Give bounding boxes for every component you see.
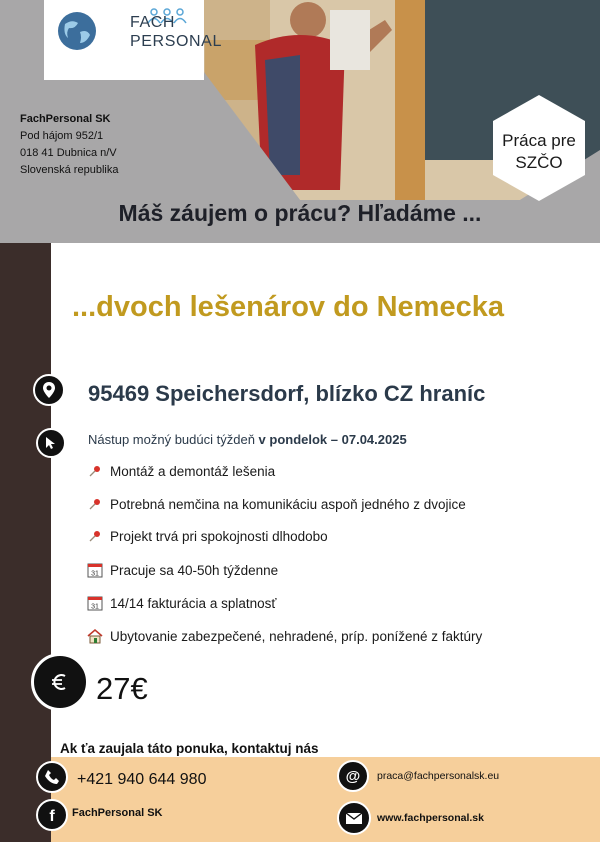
pin-icon <box>86 495 104 513</box>
list-item-text: Potrebná nemčina na komunikáciu aspoň jedného z dvojice <box>110 496 466 512</box>
list-item-text: Ubytovanie zabezpečené, nehradené, príp. ponížené z faktúry <box>110 628 483 644</box>
contact-intro: Ak ťa zaujala táto ponuka, kontaktuj nás <box>60 741 319 756</box>
list-item-text: 14/14 fakturácia a splatnosť <box>110 595 277 611</box>
calendar-icon <box>86 561 104 579</box>
list-item <box>86 627 482 645</box>
pin-icon <box>86 527 104 545</box>
location-pin-icon <box>33 374 65 406</box>
company-street: Pod hájom 952/1 <box>20 130 104 142</box>
header-banner <box>0 0 600 243</box>
pin-icon <box>86 462 104 480</box>
start-highlight: v pondelok – 07.04.2025 <box>258 432 407 447</box>
badge-line-1: Práca pre <box>502 131 576 150</box>
headline: Máš záujem o prácu? Hľadáme ... <box>118 200 482 226</box>
company-address <box>20 111 118 179</box>
logo-wordmark <box>130 13 222 51</box>
email-link[interactable]: praca@fachpersonalsk.eu <box>377 770 500 782</box>
svg-text:f: f <box>49 808 55 823</box>
badge-text <box>489 130 589 174</box>
house-icon <box>86 627 104 645</box>
facebook-link[interactable]: FachPersonal SK <box>72 807 163 819</box>
contact-band <box>51 757 600 842</box>
euro-icon <box>31 653 89 711</box>
company-city: 018 41 Dubnica n/V <box>20 147 117 159</box>
list-item <box>86 495 466 513</box>
facebook-icon <box>36 799 68 831</box>
start-date <box>88 432 407 447</box>
list-item <box>86 527 328 545</box>
badge-line-2: SZČO <box>515 153 563 172</box>
list-item <box>86 594 276 612</box>
envelope-icon <box>337 801 371 835</box>
website-link[interactable]: www.fachpersonal.sk <box>377 812 484 824</box>
svg-text:@: @ <box>345 768 361 784</box>
email-at-icon <box>337 760 369 792</box>
calendar-day: 31 <box>91 603 99 611</box>
cursor-icon <box>36 428 66 458</box>
logo-line-2: PERSONAL <box>130 33 222 50</box>
list-item <box>86 462 275 480</box>
calendar-day: 31 <box>91 570 99 578</box>
phone-icon <box>36 761 68 793</box>
company-name: FachPersonal SK <box>20 113 111 125</box>
start-prefix: Nástup možný budúci týždeň <box>88 432 259 447</box>
price: 27€ <box>96 671 148 706</box>
company-logo <box>44 0 222 80</box>
calendar-icon <box>86 594 104 612</box>
logo-line-1: FACH <box>130 14 176 31</box>
list-item-text: Projekt trvá pri spokojnosti dlhodobo <box>110 528 328 544</box>
job-title: ...dvoch lešenárov do Nemecka <box>72 291 504 323</box>
company-country: Slovenská republika <box>20 164 119 176</box>
list-item-text: Pracuje sa 40-50h týždenne <box>110 562 279 578</box>
list-item <box>86 561 278 579</box>
job-location: 95469 Speichersdorf, blízko CZ hraníc <box>88 381 486 406</box>
list-item-text: Montáž a demontáž lešenia <box>110 463 276 479</box>
phone-number[interactable]: +421 940 644 980 <box>77 771 207 788</box>
globe-icon <box>56 10 98 52</box>
